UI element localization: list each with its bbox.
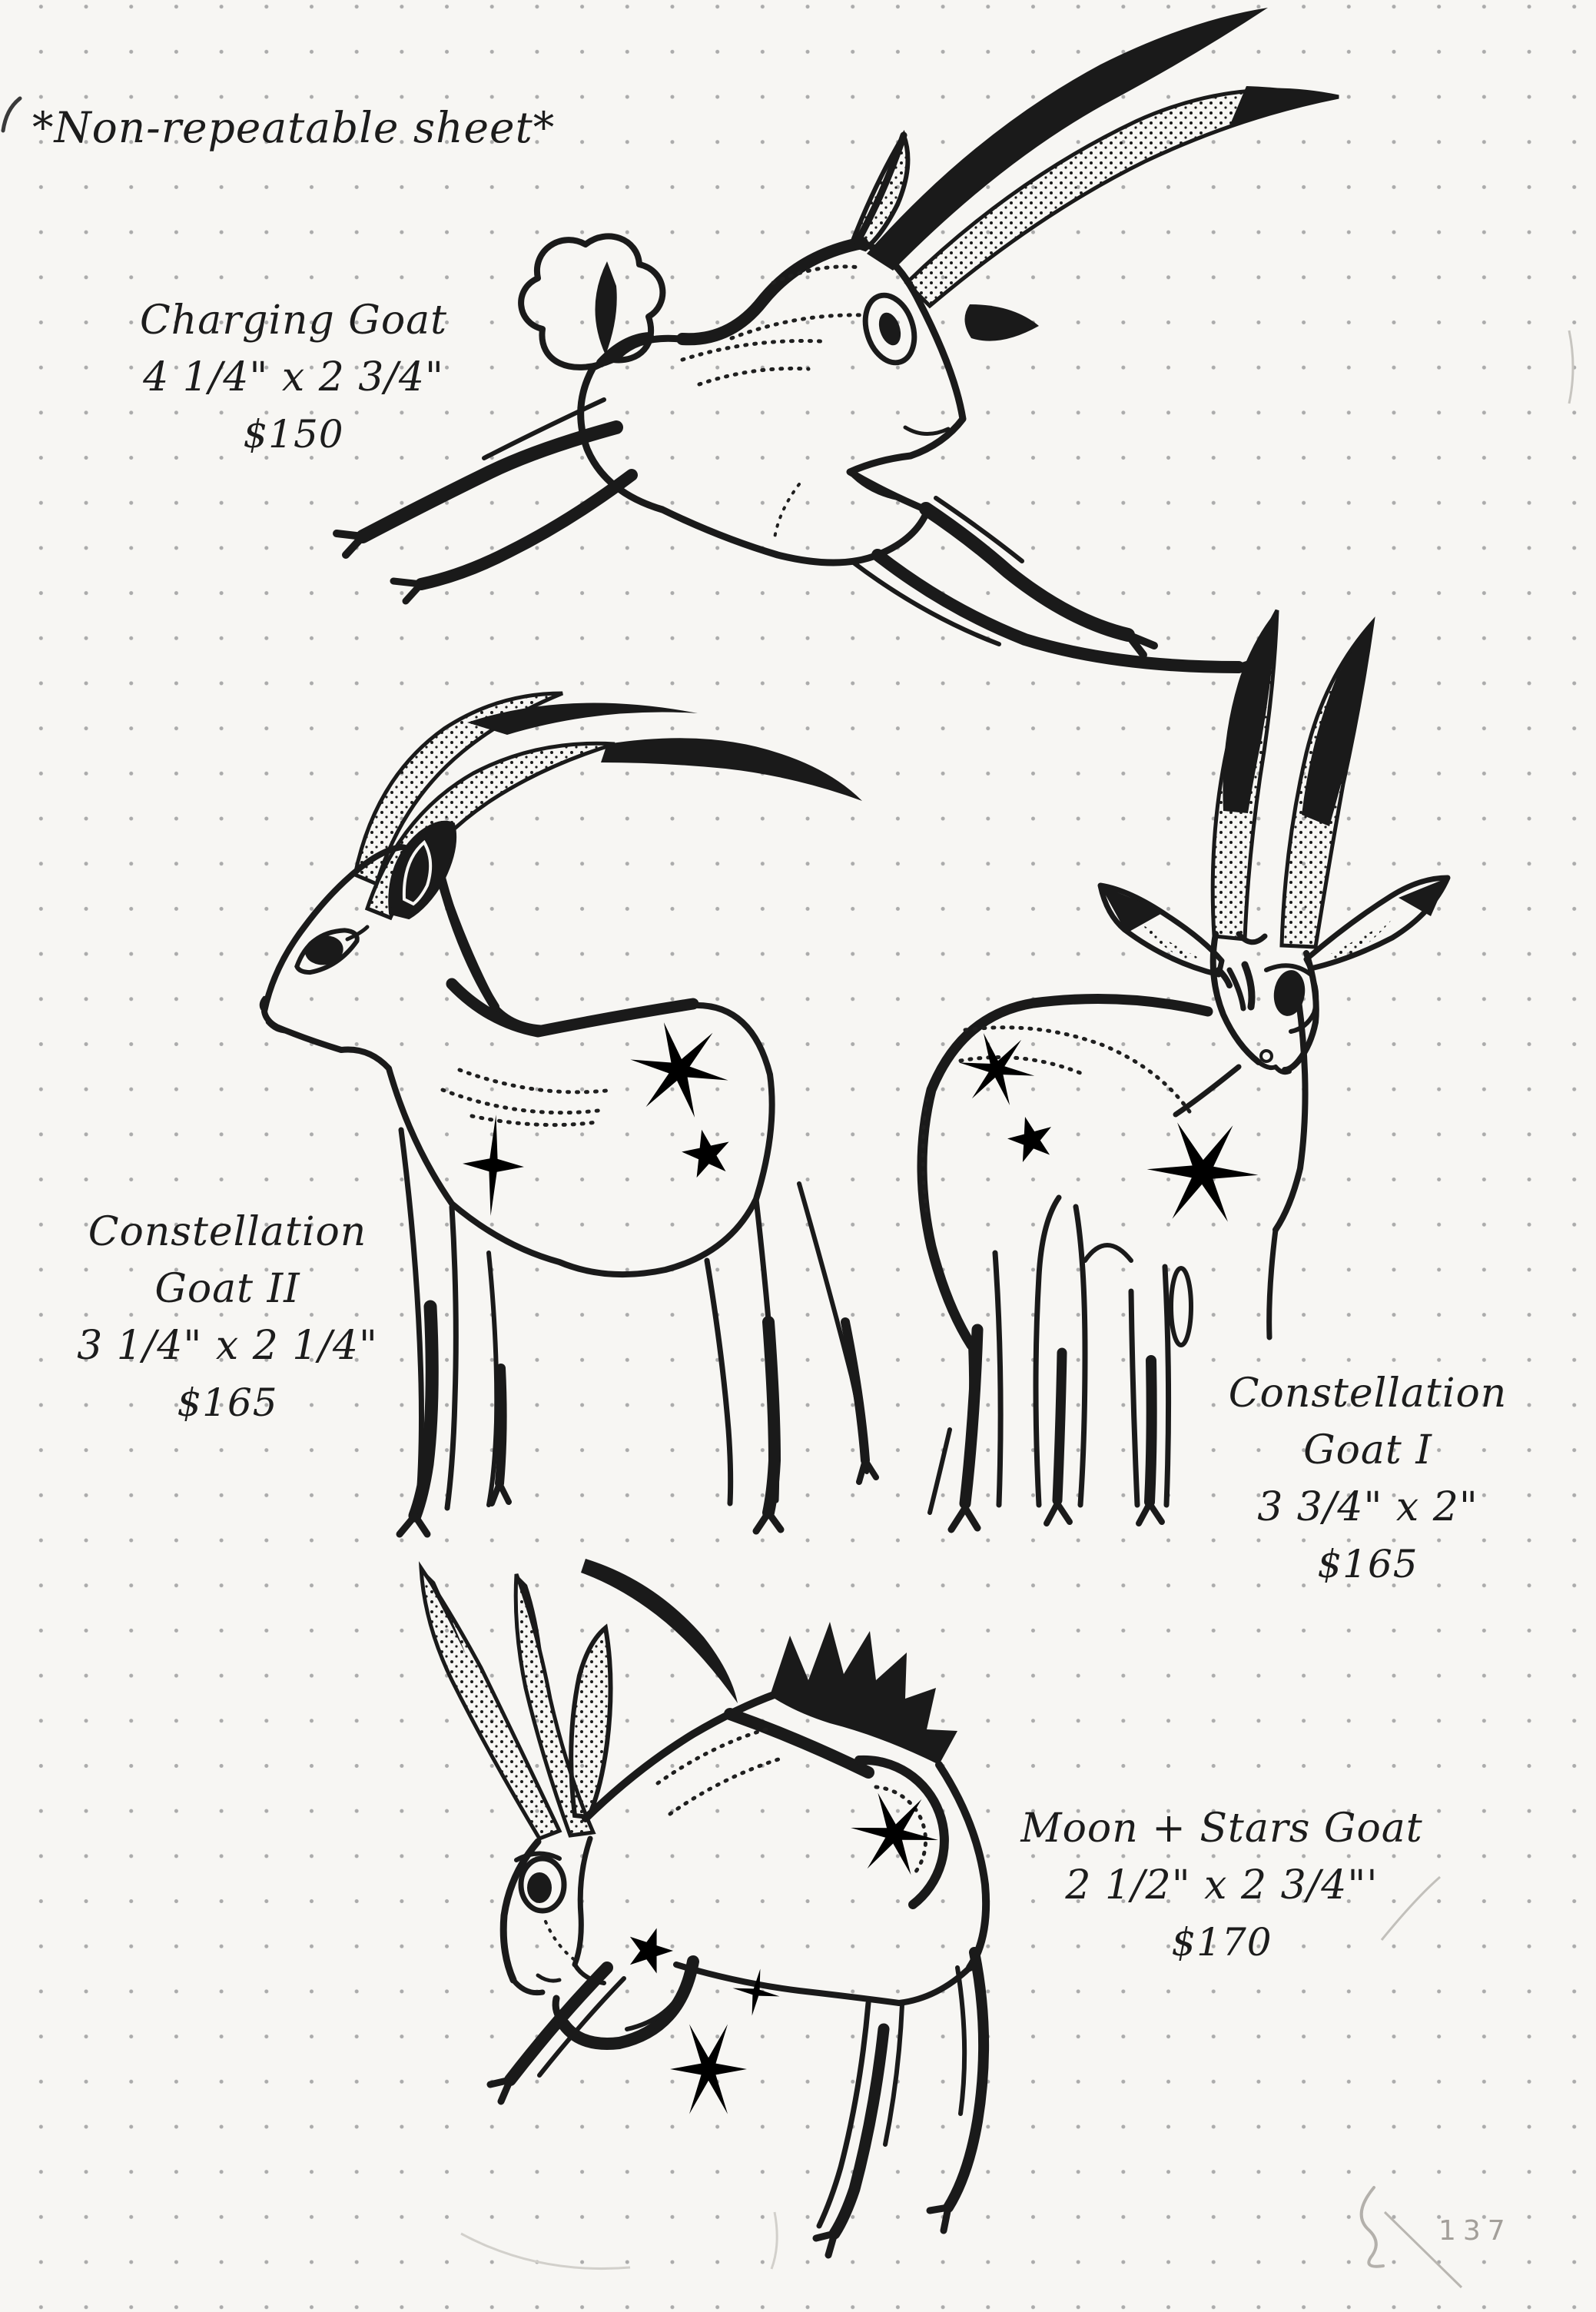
item-size: 3 3/4" x 2"	[1257, 1484, 1478, 1530]
flash-item-label-moon-stars-goat	[1020, 1800, 1422, 1971]
goat-eye	[858, 289, 923, 369]
flash-item-label-charging-goat	[140, 292, 447, 463]
item-price: $170	[1171, 1920, 1272, 1965]
flash-item-label-constellation-goat-1	[1229, 1365, 1508, 1593]
item-name-line2: Goat II	[154, 1266, 300, 1312]
item-name: Moon + Stars Goat	[1020, 1805, 1423, 1852]
goat-body	[581, 243, 963, 563]
stipple-texture	[923, 1028, 1193, 1214]
item-name: Constellation	[88, 1209, 367, 1255]
goat-horns	[1213, 610, 1372, 947]
flash-item-label-constellation-goat-2	[77, 1204, 378, 1431]
item-price: $150	[243, 412, 344, 457]
stipple-texture	[443, 1070, 613, 1125]
item-name-line2: Goat I	[1303, 1427, 1432, 1473]
goat-horns	[867, 8, 1339, 306]
sheet-title: *Non-repeatable sheet*	[32, 103, 556, 152]
item-name: Charging Goat	[139, 297, 448, 344]
goat-ear	[571, 1628, 610, 1817]
goat-legs	[930, 1198, 1169, 1530]
item-price: $165	[177, 1380, 278, 1425]
item-price: $165	[1317, 1542, 1418, 1586]
goat-ears	[1100, 878, 1448, 975]
goat-head	[503, 1839, 604, 1993]
stipple-texture	[682, 267, 862, 538]
item-size: 4 1/4" x 2 3/4"	[143, 354, 444, 400]
page-number: 137	[1438, 2215, 1512, 2247]
goat-legs	[400, 1130, 876, 1534]
goat-eye	[293, 927, 367, 974]
item-size: 2 1/2" x 2 3/4"'	[1065, 1862, 1379, 1908]
item-size: 3 1/4" x 2 1/4"	[77, 1323, 378, 1369]
star-icons	[460, 1017, 738, 1217]
item-name: Constellation	[1228, 1370, 1508, 1417]
goat-tail	[521, 236, 662, 367]
goat-legs	[490, 1952, 984, 2255]
